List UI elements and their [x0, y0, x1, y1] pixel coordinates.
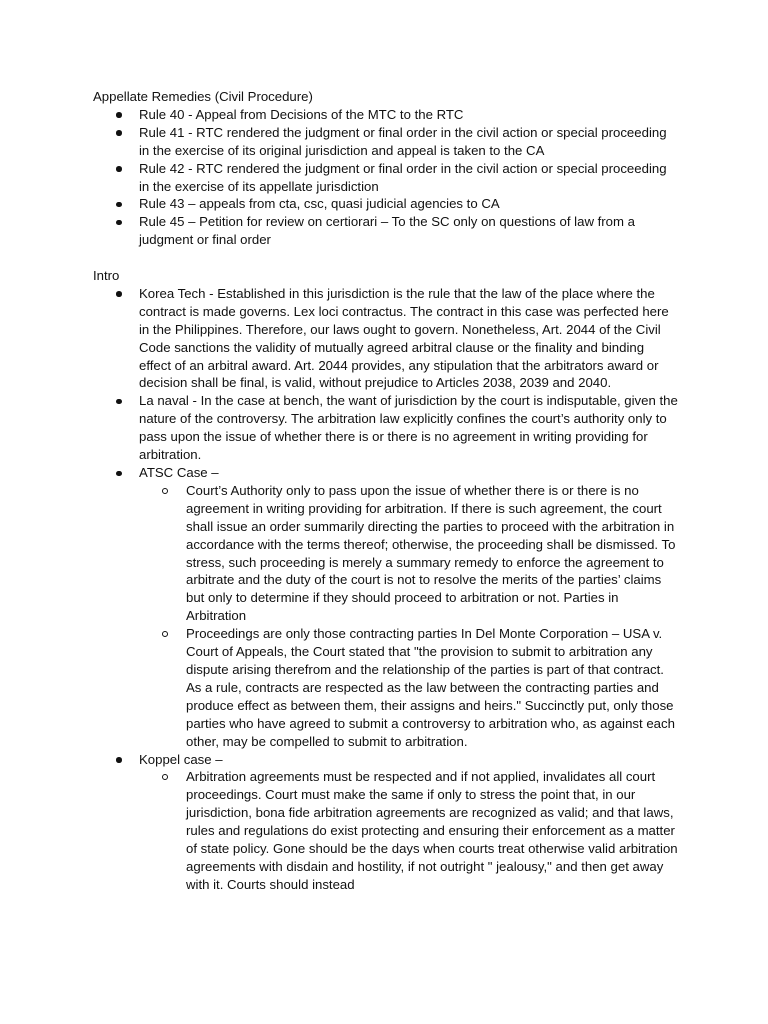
list-item-rule-43: Rule 43 – appeals from cta, csc, quasi judicial agencies to CA	[93, 195, 678, 213]
koppel-case-sublist	[139, 768, 678, 893]
appellate-rules-list	[93, 106, 678, 249]
list-item-la-naval: La naval - In the case at bench, the want of jurisdiction by the court is indisputable, given the nature of the controversy. The arbitration law explicitly confines the court’s authority only to pass upon the issue of whether there is or there is no agreement in writing providing for arbitration.	[93, 392, 678, 464]
atsc-case-label: ATSC Case –	[139, 465, 219, 481]
document-body	[93, 88, 678, 894]
list-item-rule-42: Rule 42 - RTC rendered the judgment or final order in the civil action or special proceeding in the exercise of its appellate jurisdiction	[93, 160, 678, 196]
list-item-koppel-case	[93, 751, 678, 894]
section-heading-intro: Intro	[93, 268, 120, 284]
sublist-item-koppel-arbitration-agreements: Arbitration agreements must be respected and if not applied, invalidates all court proceedings. Court must make the same if only to stress the point that, in our jurisdiction, bona fide arbitration agreements are recognized as valid; and that laws, rules and regulations do exist protecting and ensuring their enforcement as a matter of state policy. Gone should be the days when courts treat otherwise valid arbitration agreements with disdain and hostility, if not outright " jealousy," and then get away with it. Courts should instead	[139, 768, 678, 893]
list-item-rule-40: Rule 40 - Appeal from Decisions of the MTC to the RTC	[93, 106, 678, 124]
list-item-rule-41: Rule 41 - RTC rendered the judgment or final order in the civil action or special proceeding in the exercise of its original jurisdiction and appeal is taken to the CA	[93, 124, 678, 160]
paragraph-spacer	[93, 249, 678, 267]
sublist-item-atsc-courts-authority: Court’s Authority only to pass upon the issue of whether there is or there is no agreement in writing providing for arbitration. If there is such agreement, the court shall issue an order summarily directing the parties to proceed with the arbitration in accordance with the terms thereof; otherwise, the proceeding shall be dismissed. To stress, such proceeding is merely a summary remedy to enforce the agreement to arbitrate and the duty of the court is not to resolve the merits of the parties’ claims but only to determine if they should proceed to arbitration or not. Parties in Arbitration	[139, 482, 678, 625]
list-item-rule-45: Rule 45 – Petition for review on certiorari – To the SC only on questions of law from a judgment or final order	[93, 213, 678, 249]
koppel-case-label: Koppel case –	[139, 751, 223, 767]
section-heading-appellate-remedies: Appellate Remedies (Civil Procedure)	[93, 89, 313, 104]
atsc-case-sublist	[139, 482, 678, 751]
sublist-item-atsc-proceedings: Proceedings are only those contracting parties In Del Monte Corporation – USA v. Court of Appeals, the Court stated that "the provision to submit to arbitration any dispute arising therefrom and the relationship of the parties is part of that contract. As a rule, contracts are respected as the law between the contracting parties and produce effect as between them, their assigns and heirs." Succinctly put, only those parties who have agreed to submit a controversy to arbitration who, as against each other, may be compelled to submit to arbitration.	[139, 625, 678, 750]
list-item-korea-tech: Korea Tech - Established in this jurisdiction is the rule that the law of the place where the contract is made governs. Lex loci contractus. The contract in this case was perfected here in the Philippines. Therefore, our laws ought to govern. Nonetheless, Art. 2044 of the Civil Code sanctions the validity of mutually agreed arbitral clause or the finality and binding effect of an arbitral award. Art. 2044 provides, any stipulation that the arbitrators award or decision shall be final, is valid, without prejudice to Articles 2038, 2039 and 2040.	[93, 285, 678, 392]
intro-cases-list	[93, 285, 678, 894]
list-item-atsc-case	[93, 464, 678, 751]
